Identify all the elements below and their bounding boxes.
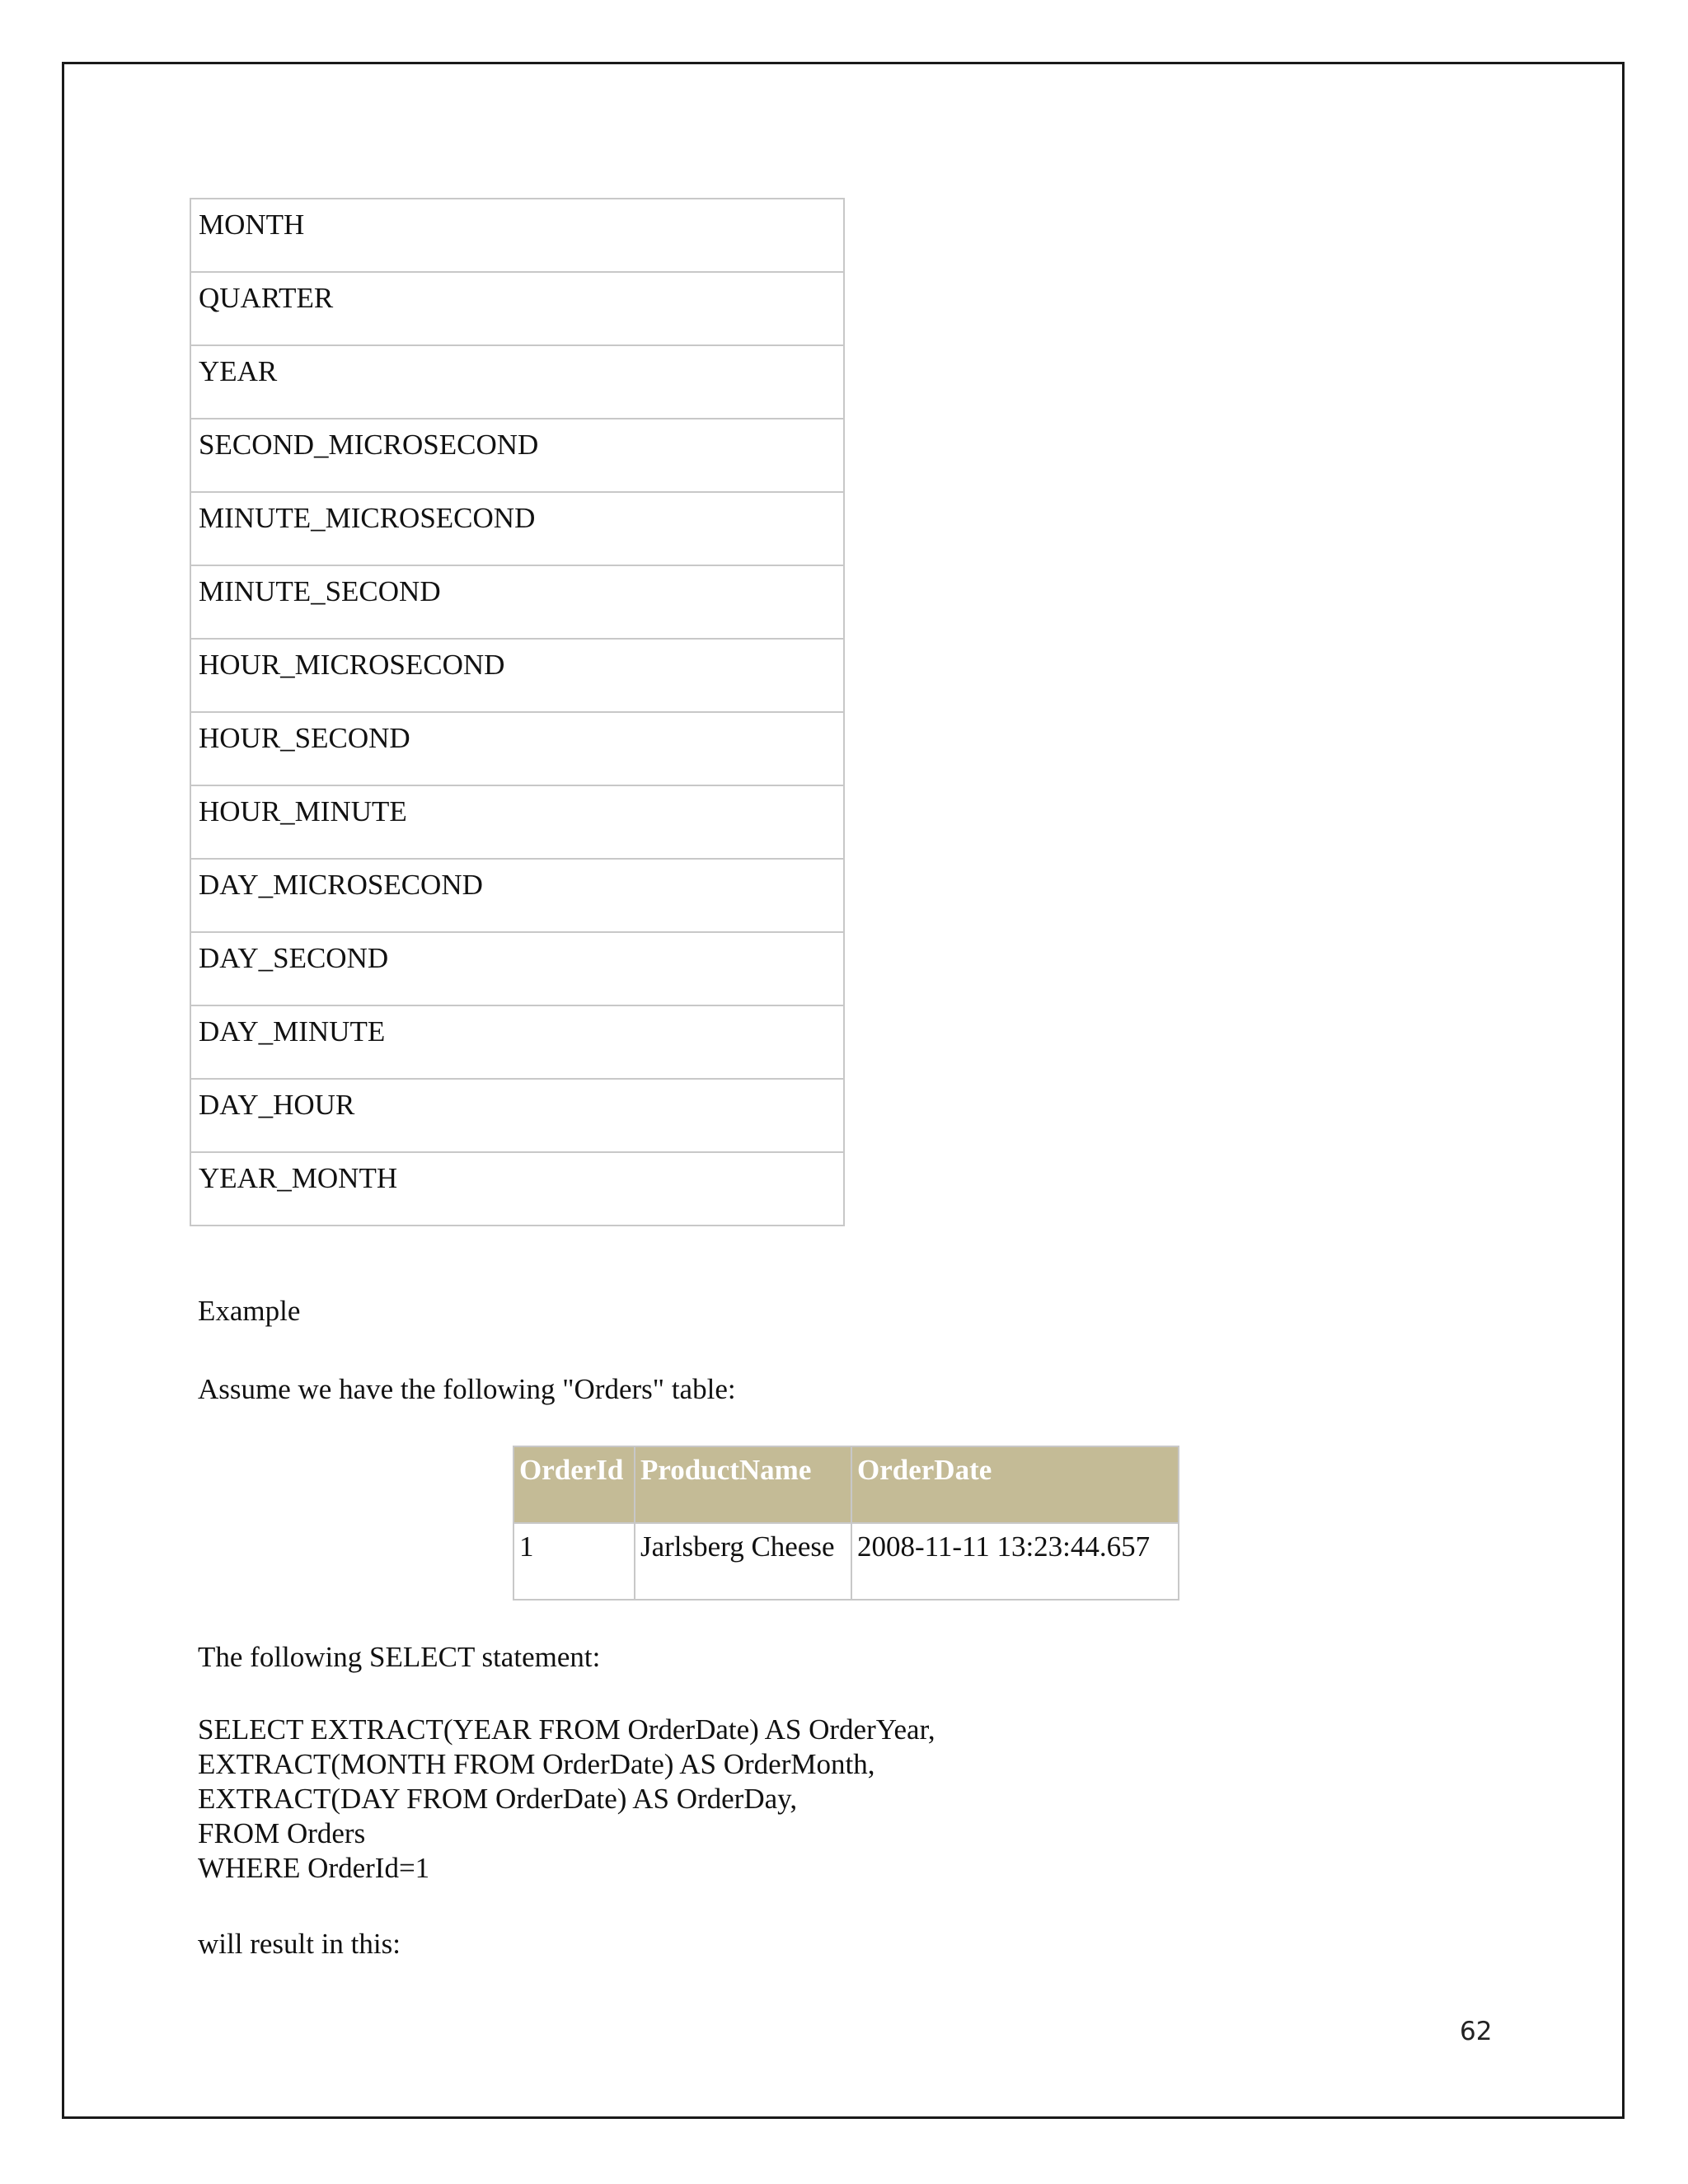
unit-cell: SECOND_MICROSECOND — [190, 419, 844, 492]
table-row — [190, 199, 844, 272]
select-intro: The following SELECT statement: — [198, 1641, 601, 1673]
table-row — [190, 345, 844, 419]
unit-cell: YEAR_MONTH — [190, 1152, 844, 1226]
unit-cell: YEAR — [190, 345, 844, 419]
table-row — [190, 932, 844, 1005]
table-row — [513, 1523, 1179, 1600]
unit-cell: DAY_HOUR — [190, 1079, 844, 1152]
sql-line: EXTRACT(DAY FROM OrderDate) AS OrderDay, — [198, 1783, 798, 1815]
orders-cell-productname: Jarlsberg Cheese — [635, 1523, 851, 1600]
unit-cell: MINUTE_MICROSECOND — [190, 492, 844, 565]
table-row — [190, 785, 844, 859]
assume-text: Assume we have the following "Orders" table: — [198, 1373, 736, 1405]
sql-line: WHERE OrderId=1 — [198, 1852, 430, 1884]
orders-cell-orderdate: 2008-11-11 13:23:44.657 — [851, 1523, 1179, 1600]
sql-line: SELECT EXTRACT(YEAR FROM OrderDate) AS OrderYear, — [198, 1713, 935, 1746]
sql-line: EXTRACT(MONTH FROM OrderDate) AS OrderMonth, — [198, 1748, 875, 1780]
unit-cell: DAY_SECOND — [190, 932, 844, 1005]
table-row — [190, 1005, 844, 1079]
sql-line: FROM Orders — [198, 1817, 366, 1849]
page-number: 62 — [1460, 2017, 1493, 2046]
table-row — [190, 712, 844, 785]
table-row — [190, 419, 844, 492]
orders-header-row — [513, 1446, 1179, 1523]
table-row — [190, 565, 844, 639]
unit-cell: QUARTER — [190, 272, 844, 345]
table-row — [190, 1079, 844, 1152]
orders-table — [513, 1446, 1179, 1601]
unit-cell: HOUR_MINUTE — [190, 785, 844, 859]
unit-table — [190, 198, 845, 1226]
table-row — [190, 859, 844, 932]
table-row — [190, 639, 844, 712]
table-row — [190, 1152, 844, 1226]
table-row — [190, 272, 844, 345]
orders-header-orderdate: OrderDate — [851, 1446, 1179, 1523]
unit-cell: HOUR_SECOND — [190, 712, 844, 785]
orders-header-orderid: OrderId — [513, 1446, 635, 1523]
example-heading: Example — [198, 1295, 301, 1327]
result-text: will result in this: — [198, 1928, 401, 1960]
unit-cell: DAY_MINUTE — [190, 1005, 844, 1079]
unit-cell: HOUR_MICROSECOND — [190, 639, 844, 712]
unit-cell: DAY_MICROSECOND — [190, 859, 844, 932]
orders-cell-orderid: 1 — [513, 1523, 635, 1600]
unit-cell: MONTH — [190, 199, 844, 272]
table-row — [190, 492, 844, 565]
orders-header-productname: ProductName — [635, 1446, 851, 1523]
sql-statement — [198, 1713, 935, 1886]
unit-cell: MINUTE_SECOND — [190, 565, 844, 639]
